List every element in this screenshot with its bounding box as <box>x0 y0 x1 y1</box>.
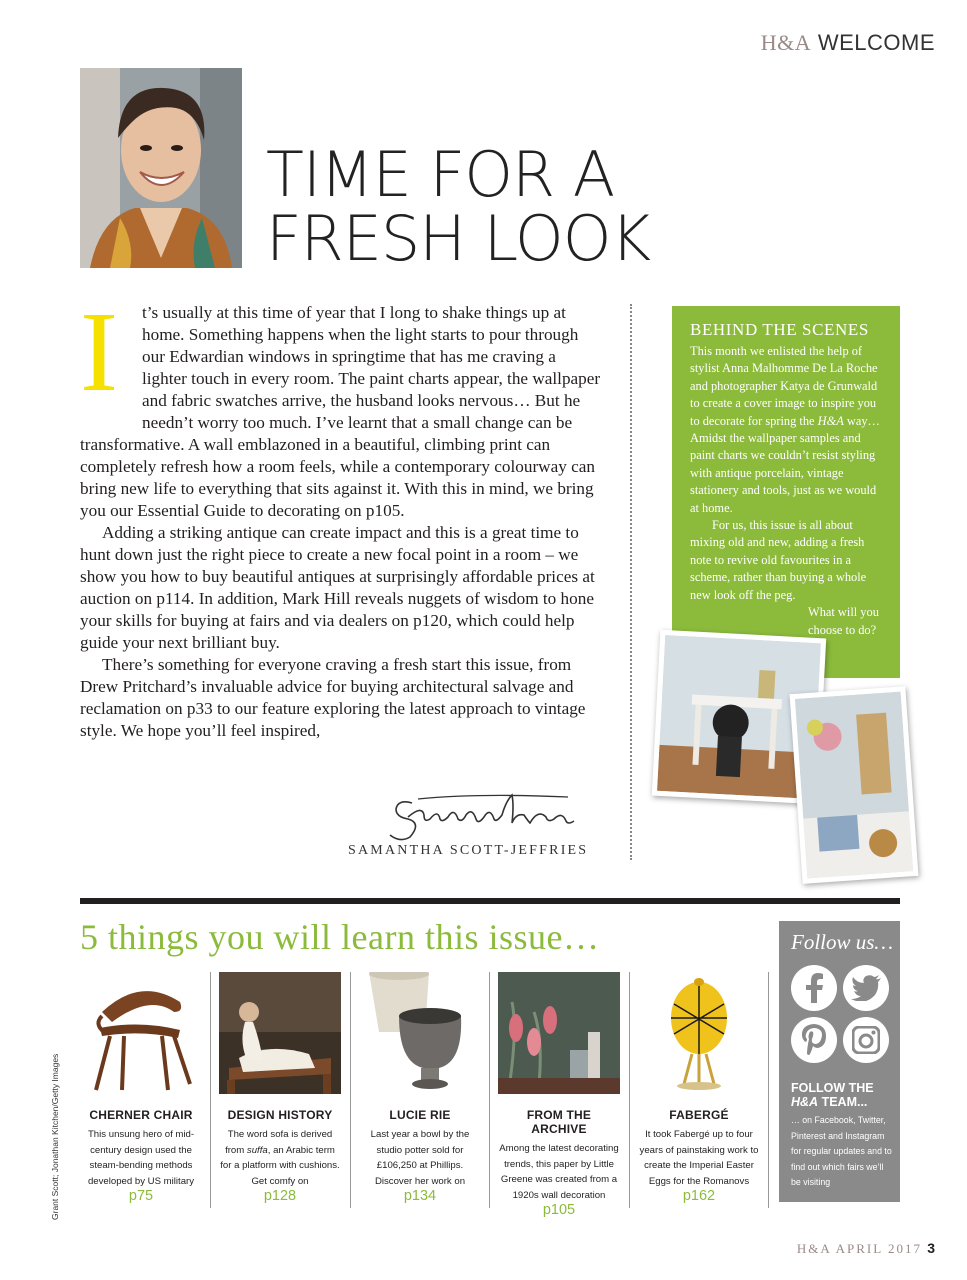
thing-page: p162 <box>682 1188 716 1204</box>
design-history-image <box>219 972 341 1094</box>
follow-title-line-1: FOLLOW THE <box>791 1081 874 1095</box>
headline <box>266 138 651 275</box>
flatlay-photo <box>790 686 919 884</box>
things-title: 5 things you will learn this issue… <box>80 917 600 957</box>
thing-text-b: , an Arabic term for a platform with cushions. Get comfy on <box>220 1144 340 1187</box>
faberge-egg-image <box>638 972 760 1094</box>
behind-the-scenes-paragraph-3: What will you choose to do? <box>808 605 879 637</box>
folio-text: H&A APRIL 2017 <box>796 1241 922 1256</box>
behind-the-scenes-box <box>672 306 900 678</box>
twitter-icon[interactable] <box>843 965 889 1011</box>
follow-title <box>791 1081 874 1109</box>
photo-credit-text: Grant Scott; Jonathan Kitchen/Getty Images <box>50 1053 60 1220</box>
thing-text-a: The word sofa is derived from <box>225 1129 333 1156</box>
drop-cap: I <box>80 288 118 415</box>
behind-the-scenes-paragraph-1 <box>690 343 882 517</box>
column-divider <box>630 304 632 860</box>
item-divider <box>768 972 769 1208</box>
editor-letter <box>80 288 602 742</box>
thing-text: Among the latest decorating trends, this paper by Little Greene was created from a 1920s wall decoration <box>499 1143 619 1201</box>
letter-paragraph-2: Adding a striking antique can create impact and this is a great time to hunt down just the right piece to create a new focal point in a room – we show you how to buy beautiful antiques at surprisingly affordable prices at auction on p114. In addition, Mark Hill reveals nuggets of wisdom to hone your skills for buying at fairs and via dealers on p120, which could help guide your next brilliant buy. <box>80 523 595 652</box>
cherner-chair-image <box>80 972 202 1094</box>
photo-credit <box>50 1040 70 1220</box>
thing-page: p105 <box>542 1202 576 1218</box>
pinterest-icon[interactable] <box>791 1017 837 1063</box>
thing-title: LUCIE RIE <box>389 1108 451 1122</box>
archive-wallpaper-image <box>498 972 620 1094</box>
thing-page: p134 <box>403 1188 437 1204</box>
section-name: WELCOME <box>817 30 935 55</box>
headline-line-1: TIME FOR A <box>266 138 615 211</box>
thing-item-faberge <box>638 972 760 1204</box>
thing-text: It took Fabergé up to four years of painstaking work to create the Imperial Easter Eggs for the Romanovs <box>639 1129 759 1187</box>
author-name: SAMANTHA SCOTT-JEFFRIES <box>348 843 589 858</box>
follow-title-line-2: TEAM... <box>818 1095 868 1109</box>
item-divider <box>629 972 630 1208</box>
thing-title: FROM THE ARCHIVE <box>526 1108 592 1136</box>
facebook-icon[interactable] <box>791 965 837 1011</box>
bts-text-a: This month we enlisted the help of stylist Anna Malhomme De La Roche and photographer Katya de Grunwald to create a cover image to inspire you to decorate for spring the <box>690 344 878 428</box>
thing-title: FABERGÉ <box>669 1108 729 1122</box>
editor-portrait <box>80 68 242 268</box>
follow-heading: Follow us… <box>791 930 894 954</box>
thing-item-cherner-chair <box>80 972 202 1204</box>
headline-line-2: FRESH LOOK <box>266 202 651 275</box>
lucie-rie-image <box>359 972 481 1094</box>
letter-paragraph-1 <box>80 288 602 522</box>
page-number: 3 <box>927 1240 935 1256</box>
follow-text: … on Facebook, Twitter, Pinterest and Instagram for regular updates and to find out which fairs we’ll be visiting <box>791 1115 892 1188</box>
page-folio <box>797 1240 935 1257</box>
section-rule <box>80 898 900 904</box>
brand-mark: H&A <box>760 30 812 55</box>
letter-paragraph-3: There’s something for everyone craving a fresh start this issue, from Drew Pritchard’s invaluable advice for buying architectural salvage and reclamation on p33 to our feature exploring the latest approach to vintage style. We hope you’ll feel inspired, <box>80 655 586 740</box>
letter-paragraph-1-text: t’s usually at this time of year that I long to shake things up at home. Something happens when the light starts to pour through our Edwardian windows in springtime that has me craving a lighter touch in every room. The paint charts appear, the wallpaper and fabric swatches arrive, the husband looks nervous… But he needn’t worry too much. I’ve learnt that a small change can be transformative. A wall emblazoned in a beautiful, climbing print can completely refresh how a room feels, while a contemporary colourway can bring new life to everything that sits against it. With this in mind, we bring you our Essential Guide to decorating on p105. <box>80 303 601 520</box>
thing-text <box>219 1127 341 1189</box>
item-divider <box>489 972 490 1208</box>
thing-item-design-history <box>219 972 341 1204</box>
item-divider <box>210 972 211 1208</box>
thing-text: Last year a bowl by the studio potter sold for £106,250 at Phillips. Discover her work on <box>370 1129 470 1187</box>
thing-text: This unsung hero of mid-century design used the steam-bending methods developed by US military <box>87 1129 195 1187</box>
behind-the-scenes-paragraph-2: For us, this issue is all about mixing old and new, adding a fresh note to revive old favourites in a scheme, rather than buying a whole new look off the peg. <box>690 518 867 602</box>
behind-the-scenes-title: BEHIND THE SCENES <box>690 320 869 339</box>
follow-title-brand: H&A <box>791 1095 819 1109</box>
item-divider <box>350 972 351 1208</box>
instagram-icon[interactable] <box>843 1017 889 1063</box>
section-tag <box>761 30 935 56</box>
thing-item-lucie-rie <box>359 972 481 1204</box>
thing-page: p128 <box>263 1188 297 1204</box>
bts-text-b: way… Amidst the wallpaper samples and paint charts we couldn’t resist styling with antique porcelain, vintage stationery and tools, just as we would at home. <box>690 413 880 515</box>
thing-page: p75 <box>128 1188 154 1204</box>
follow-us-panel <box>779 921 900 1202</box>
handwritten-signature <box>388 793 594 845</box>
thing-item-from-the-archive <box>498 972 620 1218</box>
bts-brand: H&A <box>817 413 844 428</box>
thing-title: CHERNER CHAIR <box>89 1108 193 1122</box>
thing-text-em: suffa <box>246 1144 268 1156</box>
thing-title: DESIGN HISTORY <box>227 1108 333 1122</box>
